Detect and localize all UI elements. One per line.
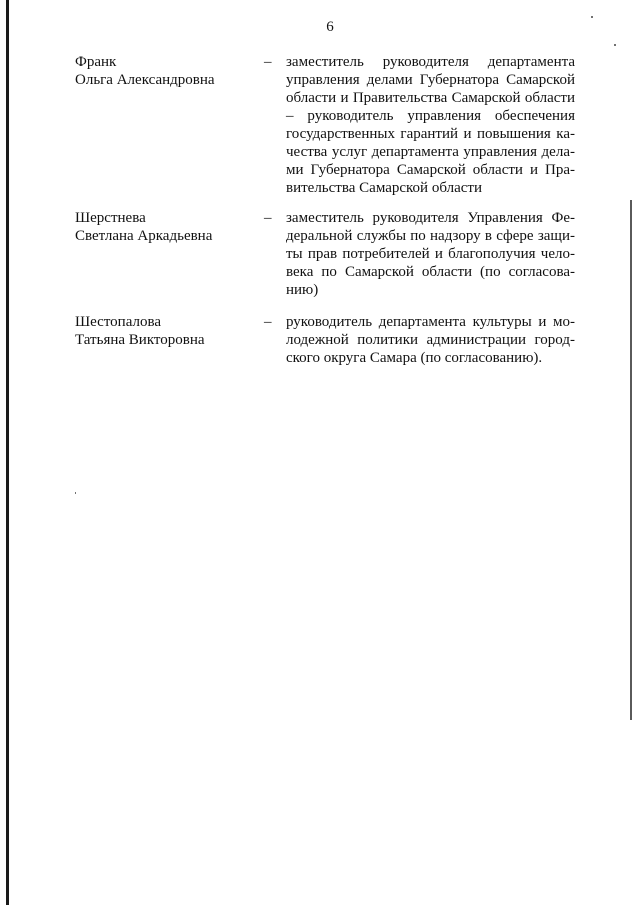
person-surname: Шерстнева: [75, 210, 146, 226]
position-description: руководитель департамента культуры и молодежной политики администрации городского округа Самара (по согласованию).: [286, 314, 575, 366]
entry-dash: –: [264, 54, 272, 70]
page-number: 6: [326, 19, 334, 35]
person-surname: Шестопалова: [75, 314, 162, 330]
person-given-names: Татьяна Викторовна: [75, 332, 205, 348]
position-description: заместитель руководителя Управления Федеральной службы по надзору в сфере защиты прав потребителей и благополучия человека по Самарской области (по согласованию): [286, 210, 575, 298]
person-given-names: Светлана Аркадьевна: [75, 228, 213, 244]
person-name: [75, 209, 212, 245]
person-surname: Франк: [75, 54, 117, 70]
entry-dash: –: [264, 314, 272, 330]
person-name: [75, 313, 205, 349]
person-given-names: Ольга Александровна: [75, 72, 215, 88]
person-name: [75, 53, 215, 89]
entry-dash: –: [264, 210, 272, 226]
position-description: заместитель руководителя департамента управления делами Губернатора Самарской области и Правительства Самарской области – руководитель управления обеспечения государственных гарантий и повышения качества услуг департамента управления делами Губернатора Самарской области и Правительства Самарской области: [286, 54, 575, 196]
